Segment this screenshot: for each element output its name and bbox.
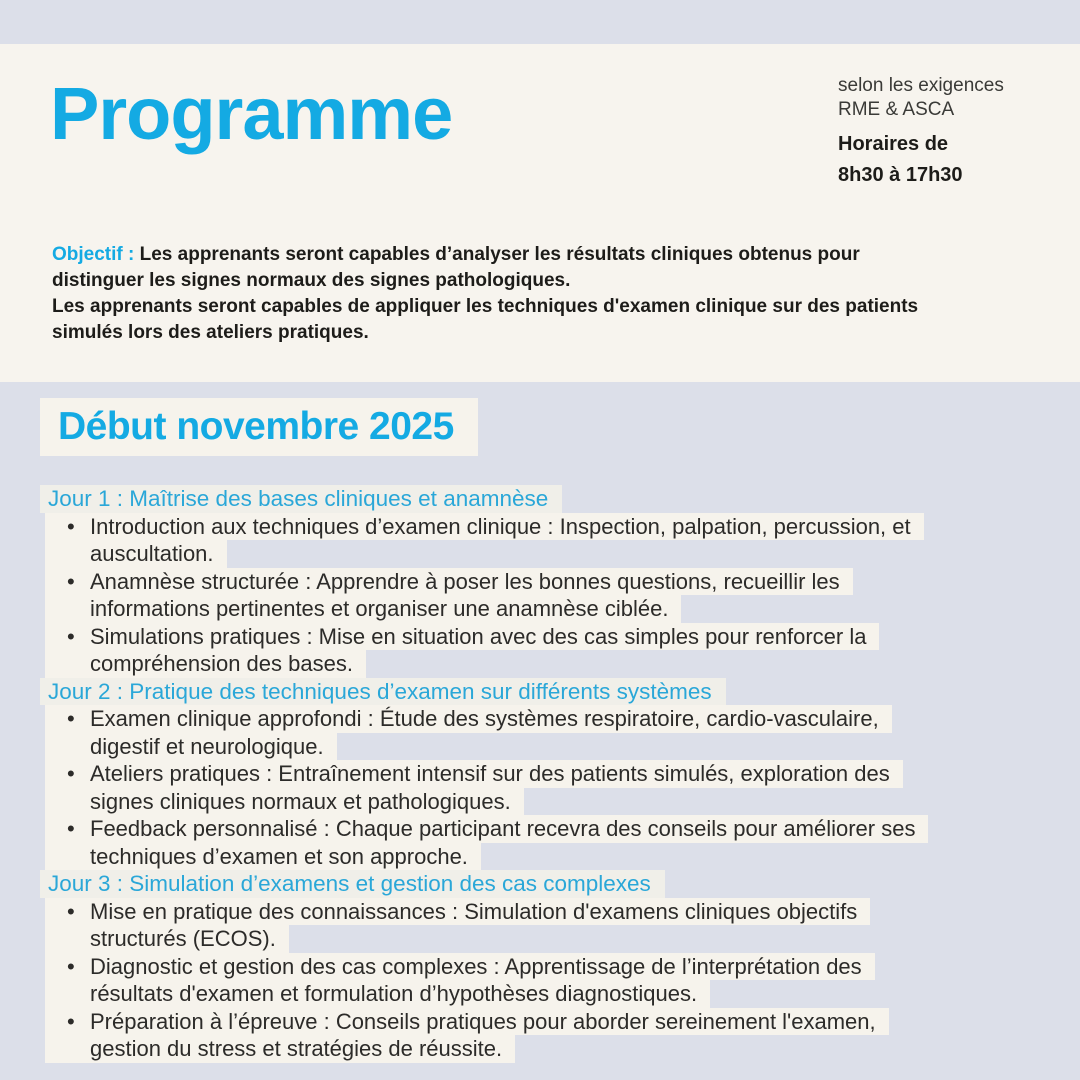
bullet-line-text: gestion du stress et stratégies de réussite. [45, 1035, 515, 1063]
page-title: Programme [50, 72, 453, 155]
bullet-line-text: compréhension des bases. [45, 650, 366, 678]
bullet-dot-icon: • [67, 761, 75, 786]
bullet-line-text: informations pertinentes et organiser une anamnèse ciblée. [45, 595, 681, 623]
bullet-line [0, 788, 1080, 816]
bullet-line-text: digestif et neurologique. [45, 733, 337, 761]
bullet-line [0, 595, 1080, 623]
bullet-dot-icon: • [67, 568, 75, 594]
bullet-line [0, 760, 1080, 788]
bullet-line-text: • Feedback personnalisé : Chaque participant recevra des conseils pour améliorer ses [45, 815, 928, 843]
bullet-dot-icon: • [67, 513, 75, 539]
objective-sentence-2: Les apprenants seront capables de appliquer les techniques d'examen clinique sur des patients simulés lors des ateliers pratiques. [52, 296, 919, 343]
bullet-line-text: • Introduction aux techniques d’examen clinique : Inspection, palpation, percussion, et [45, 513, 924, 541]
bullet-dot-icon: • [67, 816, 75, 841]
bullet-line [0, 898, 1080, 926]
requirements-line: RME & ASCA [838, 99, 955, 120]
objective-label: Objectif : [52, 244, 140, 265]
bullet-line-text: • Préparation à l’épreuve : Conseils pratiques pour aborder sereinement l'examen, [45, 1008, 889, 1036]
day-title-row [0, 678, 1080, 706]
bullet-dot-icon: • [67, 706, 75, 731]
hours-value: 8h30 à 17h30 [838, 164, 963, 186]
hours-block [838, 129, 1004, 191]
objective-paragraph [52, 242, 944, 346]
bullet-dot-icon: • [67, 1008, 75, 1034]
day-title-row [0, 870, 1080, 898]
days-list [0, 485, 1080, 1063]
bullet-line [0, 815, 1080, 843]
objective-sentence-1: Les apprenants seront capables d’analyser les résultats cliniques obtenus pour distinguer les signes normaux des signes pathologiques. [52, 244, 860, 291]
bullet-line [0, 623, 1080, 651]
bullet-line-text: • Anamnèse structurée : Apprendre à poser les bonnes questions, recueillir les [45, 568, 853, 596]
day-title-row [0, 485, 1080, 513]
schedule-section [0, 382, 1080, 1080]
bullet-line [0, 980, 1080, 1008]
bullet-line [0, 843, 1080, 871]
requirements-block [838, 74, 1004, 191]
bullet-line-text: structurés (ECOS). [45, 925, 289, 953]
bullet-dot-icon: • [67, 623, 75, 649]
bullet-line-text: • Mise en pratique des connaissances : Simulation d'examens cliniques objectifs [45, 898, 870, 926]
bullet-line [0, 540, 1080, 568]
hero-section [0, 44, 1080, 382]
hours-label: Horaires de [838, 133, 949, 155]
bullet-line [0, 953, 1080, 981]
day-title: Jour 3 : Simulation d’examens et gestion des cas complexes [40, 870, 665, 898]
bullet-line [0, 650, 1080, 678]
bullet-line-text: auscultation. [45, 540, 227, 568]
bullet-dot-icon: • [67, 898, 75, 924]
bullet-line-text: techniques d’examen et son approche. [45, 843, 481, 871]
bullet-line-text: • Examen clinique approfondi : Étude des systèmes respiratoire, cardio-vasculaire, [45, 705, 892, 733]
bullet-line [0, 1008, 1080, 1036]
bullet-line-text: • Simulations pratiques : Mise en situation avec des cas simples pour renforcer la [45, 623, 879, 651]
day-title: Jour 2 : Pratique des techniques d’examen sur différents systèmes [40, 678, 726, 706]
schedule-date-heading [40, 398, 478, 456]
schedule-date-text: Début novembre 2025 [58, 405, 454, 448]
bullet-line [0, 925, 1080, 953]
bullet-line [0, 568, 1080, 596]
bullet-line [0, 733, 1080, 761]
day-title: Jour 1 : Maîtrise des bases cliniques et anamnèse [40, 485, 562, 513]
bullet-line-text: signes cliniques normaux et pathologiques. [45, 788, 524, 816]
bullet-line [0, 513, 1080, 541]
bullet-line [0, 1035, 1080, 1063]
bullet-line [0, 705, 1080, 733]
bullet-line-text: • Diagnostic et gestion des cas complexes : Apprentissage de l’interprétation des [45, 953, 875, 981]
bullet-line-text: résultats d'examen et formulation d’hypothèses diagnostiques. [45, 980, 710, 1008]
bullet-dot-icon: • [67, 953, 75, 979]
bullet-line-text: • Ateliers pratiques : Entraînement intensif sur des patients simulés, exploration des [45, 760, 903, 788]
requirements-line: selon les exigences [838, 75, 1004, 96]
